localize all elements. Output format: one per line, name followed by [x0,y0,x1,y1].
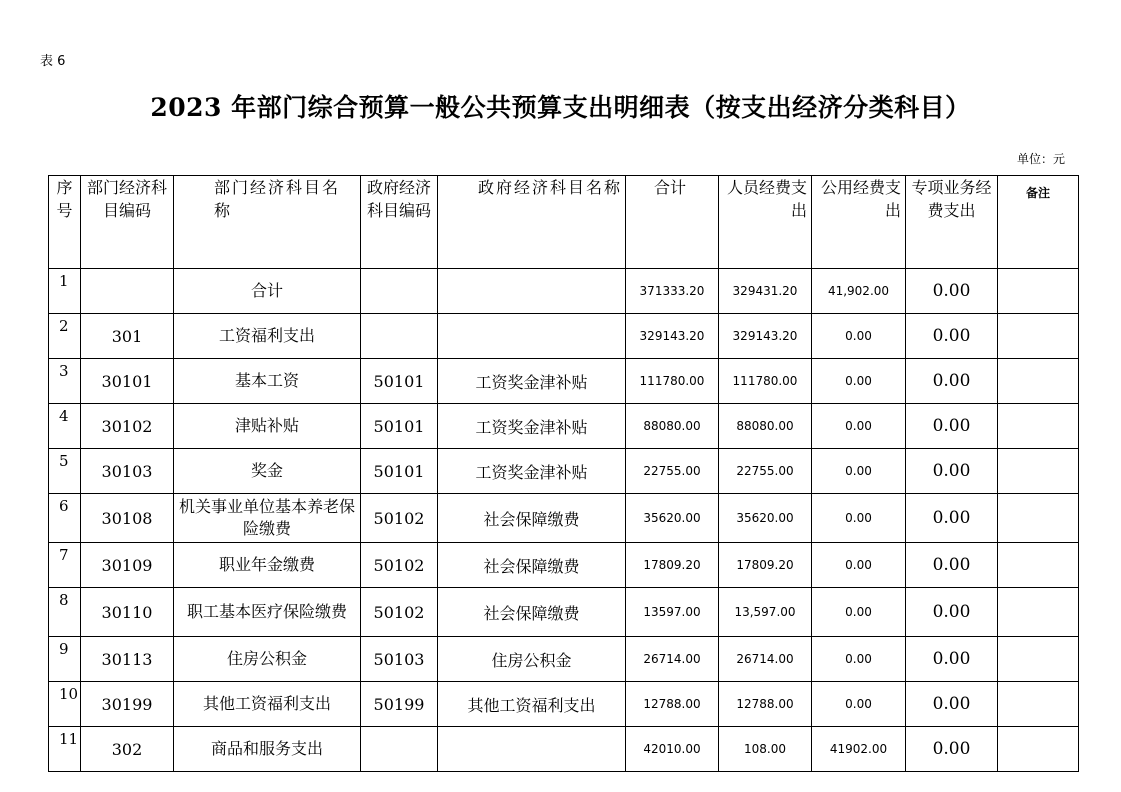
header-note: 备注 [998,176,1079,269]
cell-dept-code: 30108 [81,494,174,543]
cell-special: 0.00 [906,588,998,637]
cell-total: 13597.00 [626,588,719,637]
cell-personnel: 88080.00 [719,404,812,449]
cell-seq: 5 [49,449,81,494]
cell-note [998,588,1079,637]
cell-gov-code: 50101 [361,449,438,494]
header-total: 合计 [626,176,719,269]
cell-personnel: 12788.00 [719,682,812,727]
cell-personnel: 329143.20 [719,314,812,359]
cell-seq: 3 [49,359,81,404]
cell-special: 0.00 [906,494,998,543]
cell-special: 0.00 [906,727,998,772]
cell-dept-code [81,269,174,314]
cell-public: 0.00 [812,314,906,359]
cell-special: 0.00 [906,449,998,494]
unit-label: 单位：元 [1016,152,1065,166]
cell-dept-code: 302 [81,727,174,772]
table-row [49,449,1079,494]
table-row [49,269,1079,314]
header-dept-name: 部门经济科目名称 [174,176,361,269]
cell-note [998,494,1079,543]
cell-dept-name: 工资福利支出 [174,314,361,359]
page-title: 2023 年部门综合预算一般公共预算支出明细表（按支出经济分类科目） [150,93,971,122]
cell-gov-code: 50102 [361,494,438,543]
cell-seq: 7 [49,543,81,588]
cell-note [998,727,1079,772]
cell-special: 0.00 [906,269,998,314]
cell-dept-code: 30103 [81,449,174,494]
cell-seq: 6 [49,494,81,543]
cell-dept-code: 30102 [81,404,174,449]
cell-seq: 10 [49,682,81,727]
cell-dept-code: 30101 [81,359,174,404]
cell-public: 0.00 [812,494,906,543]
cell-public: 0.00 [812,588,906,637]
cell-special: 0.00 [906,314,998,359]
cell-gov-name: 社会保障缴费 [438,543,626,588]
cell-personnel: 13,597.00 [719,588,812,637]
cell-dept-name: 机关事业单位基本养老保险缴费 [174,494,361,543]
cell-public: 0.00 [812,359,906,404]
cell-dept-name: 基本工资 [174,359,361,404]
cell-gov-name: 住房公积金 [438,637,626,682]
cell-gov-code [361,269,438,314]
header-special: 专项业务经费支出 [906,176,998,269]
cell-personnel: 26714.00 [719,637,812,682]
cell-note [998,404,1079,449]
cell-gov-code [361,727,438,772]
cell-personnel: 108.00 [719,727,812,772]
cell-dept-name: 住房公积金 [174,637,361,682]
cell-gov-code: 50102 [361,588,438,637]
cell-total: 111780.00 [626,359,719,404]
cell-note [998,543,1079,588]
table-row [49,359,1079,404]
cell-public: 41902.00 [812,727,906,772]
cell-dept-name: 职业年金缴费 [174,543,361,588]
cell-public: 0.00 [812,543,906,588]
expenditure-table [48,175,1079,772]
cell-gov-code: 50101 [361,404,438,449]
cell-dept-code: 301 [81,314,174,359]
cell-gov-name: 社会保障缴费 [438,588,626,637]
cell-seq: 11 [49,727,81,772]
cell-dept-name: 商品和服务支出 [174,727,361,772]
cell-seq: 9 [49,637,81,682]
cell-gov-name: 工资奖金津补贴 [438,359,626,404]
cell-total: 371333.20 [626,269,719,314]
cell-note [998,682,1079,727]
cell-dept-code: 30113 [81,637,174,682]
cell-special: 0.00 [906,359,998,404]
cell-gov-code [361,314,438,359]
cell-gov-code: 50103 [361,637,438,682]
cell-note [998,637,1079,682]
table-row [49,494,1079,543]
cell-gov-name: 工资奖金津补贴 [438,449,626,494]
cell-dept-name: 合计 [174,269,361,314]
cell-personnel: 35620.00 [719,494,812,543]
cell-dept-name: 奖金 [174,449,361,494]
header-public: 公用经费支出 [812,176,906,269]
cell-seq: 1 [49,269,81,314]
cell-personnel: 111780.00 [719,359,812,404]
cell-total: 42010.00 [626,727,719,772]
cell-personnel: 17809.20 [719,543,812,588]
header-dept-code: 部门经济科目编码 [81,176,174,269]
cell-public: 0.00 [812,682,906,727]
cell-dept-name: 其他工资福利支出 [174,682,361,727]
cell-dept-code: 30109 [81,543,174,588]
header-seq: 序号 [49,176,81,269]
table-row [49,314,1079,359]
cell-total: 88080.00 [626,404,719,449]
cell-seq: 4 [49,404,81,449]
cell-special: 0.00 [906,543,998,588]
cell-public: 41,902.00 [812,269,906,314]
table-row [49,543,1079,588]
cell-gov-name: 工资奖金津补贴 [438,404,626,449]
cell-seq: 2 [49,314,81,359]
cell-special: 0.00 [906,637,998,682]
cell-total: 329143.20 [626,314,719,359]
cell-total: 17809.20 [626,543,719,588]
table-row [49,727,1079,772]
cell-total: 12788.00 [626,682,719,727]
cell-total: 35620.00 [626,494,719,543]
cell-seq: 8 [49,588,81,637]
cell-gov-code: 50102 [361,543,438,588]
table-row [49,682,1079,727]
cell-gov-name: 社会保障缴费 [438,494,626,543]
cell-public: 0.00 [812,637,906,682]
cell-special: 0.00 [906,682,998,727]
cell-dept-name: 津贴补贴 [174,404,361,449]
cell-personnel: 22755.00 [719,449,812,494]
cell-gov-name [438,727,626,772]
header-gov-name: 政府经济科目名称 [438,176,626,269]
cell-note [998,314,1079,359]
table-row [49,404,1079,449]
cell-note [998,449,1079,494]
table-number: 表 6 [40,54,66,69]
cell-dept-name: 职工基本医疗保险缴费 [174,588,361,637]
cell-personnel: 329431.20 [719,269,812,314]
cell-gov-name [438,269,626,314]
cell-note [998,359,1079,404]
cell-total: 22755.00 [626,449,719,494]
header-gov-code: 政府经济科目编码 [361,176,438,269]
cell-special: 0.00 [906,404,998,449]
table-row [49,637,1079,682]
cell-total: 26714.00 [626,637,719,682]
cell-gov-code: 50101 [361,359,438,404]
header-personnel: 人员经费支出 [719,176,812,269]
cell-gov-name [438,314,626,359]
cell-gov-name: 其他工资福利支出 [438,682,626,727]
cell-note [998,269,1079,314]
cell-dept-code: 30110 [81,588,174,637]
cell-gov-code: 50199 [361,682,438,727]
header-row [49,176,1079,269]
cell-public: 0.00 [812,449,906,494]
cell-public: 0.00 [812,404,906,449]
table-row [49,588,1079,637]
cell-dept-code: 30199 [81,682,174,727]
